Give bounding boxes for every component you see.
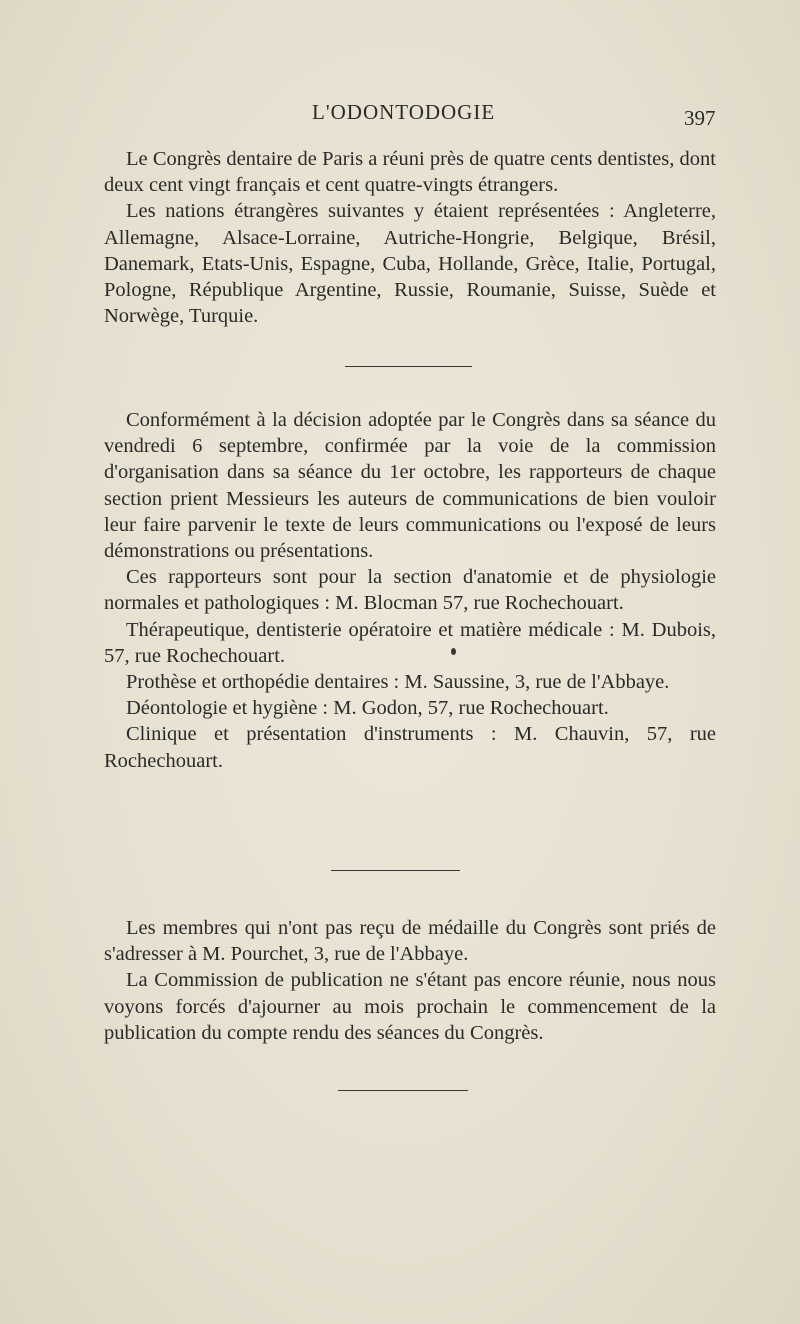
paragraph: Clinique et présentation d'instruments : M. Chauvin, 57, rue Rochechouart. <box>104 723 716 772</box>
section-divider <box>338 1090 468 1091</box>
paragraph: Les nations étrangères suivantes y étaient représentées : Angleterre, Allemagne, Alsace-Lorraine, Autriche-Hongrie, Belgique, Brésil, Danemark, Etats-Unis, Espagne, Cuba, Hollande, Grèce, Italie, Portugal, Pologne, République Argentine, Russie, Roumanie, Suisse, Suède et Norwège, Turquie. <box>104 200 716 328</box>
paragraph: Les membres qui n'ont pas reçu de médaille du Congrès sont priés de s'adresser à M. Pourchet, 3, rue de l'Abbaye. <box>104 917 716 966</box>
section-medals-publication <box>104 915 716 1046</box>
paragraph: Ces rapporteurs sont pour la section d'anatomie et de physiologie normales et pathologiques : M. Blocman 57, rue Rochechouart. <box>104 566 716 615</box>
paragraph: Déontologie et hygiène : M. Godon, 57, rue Rochechouart. <box>126 697 609 720</box>
paragraph: La Commission de publication ne s'étant pas encore réunie, nous nous voyons forcés d'ajourner au mois prochain le commencement de la publication du compte rendu des séances du Congrès. <box>104 969 716 1044</box>
ink-speck <box>451 648 456 655</box>
section-congress-attendance <box>104 146 716 329</box>
section-divider <box>331 870 460 871</box>
paragraph: Prothèse et orthopédie dentaires : M. Saussine, 3, rue de l'Abbaye. <box>126 671 670 694</box>
paragraph: Conformément à la décision adoptée par le Congrès dans sa séance du vendredi 6 septembre, confirmée par la voie de la commission d'organisation dans sa séance du 1er octobre, les rapporteurs de chaque section prient Messieurs les auteurs de communications de bien vouloir leur faire parvenir le texte de leurs communications ou l'exposé de leurs démonstrations ou présentations. <box>104 409 716 563</box>
paragraph: Le Congrès dentaire de Paris a réuni près de quatre cents dentistes, dont deux cent vingt français et cent quatre-vingts étrangers. <box>104 148 716 197</box>
section-rapporteurs <box>104 407 716 774</box>
running-head: L'ODONTODOGIE <box>312 100 496 124</box>
paragraph: Thérapeutique, dentisterie opératoire et matière médicale : M. Dubois, 57, rue Rochechouart. <box>104 618 716 667</box>
page-number: 397 <box>684 106 716 130</box>
section-divider <box>345 366 472 367</box>
